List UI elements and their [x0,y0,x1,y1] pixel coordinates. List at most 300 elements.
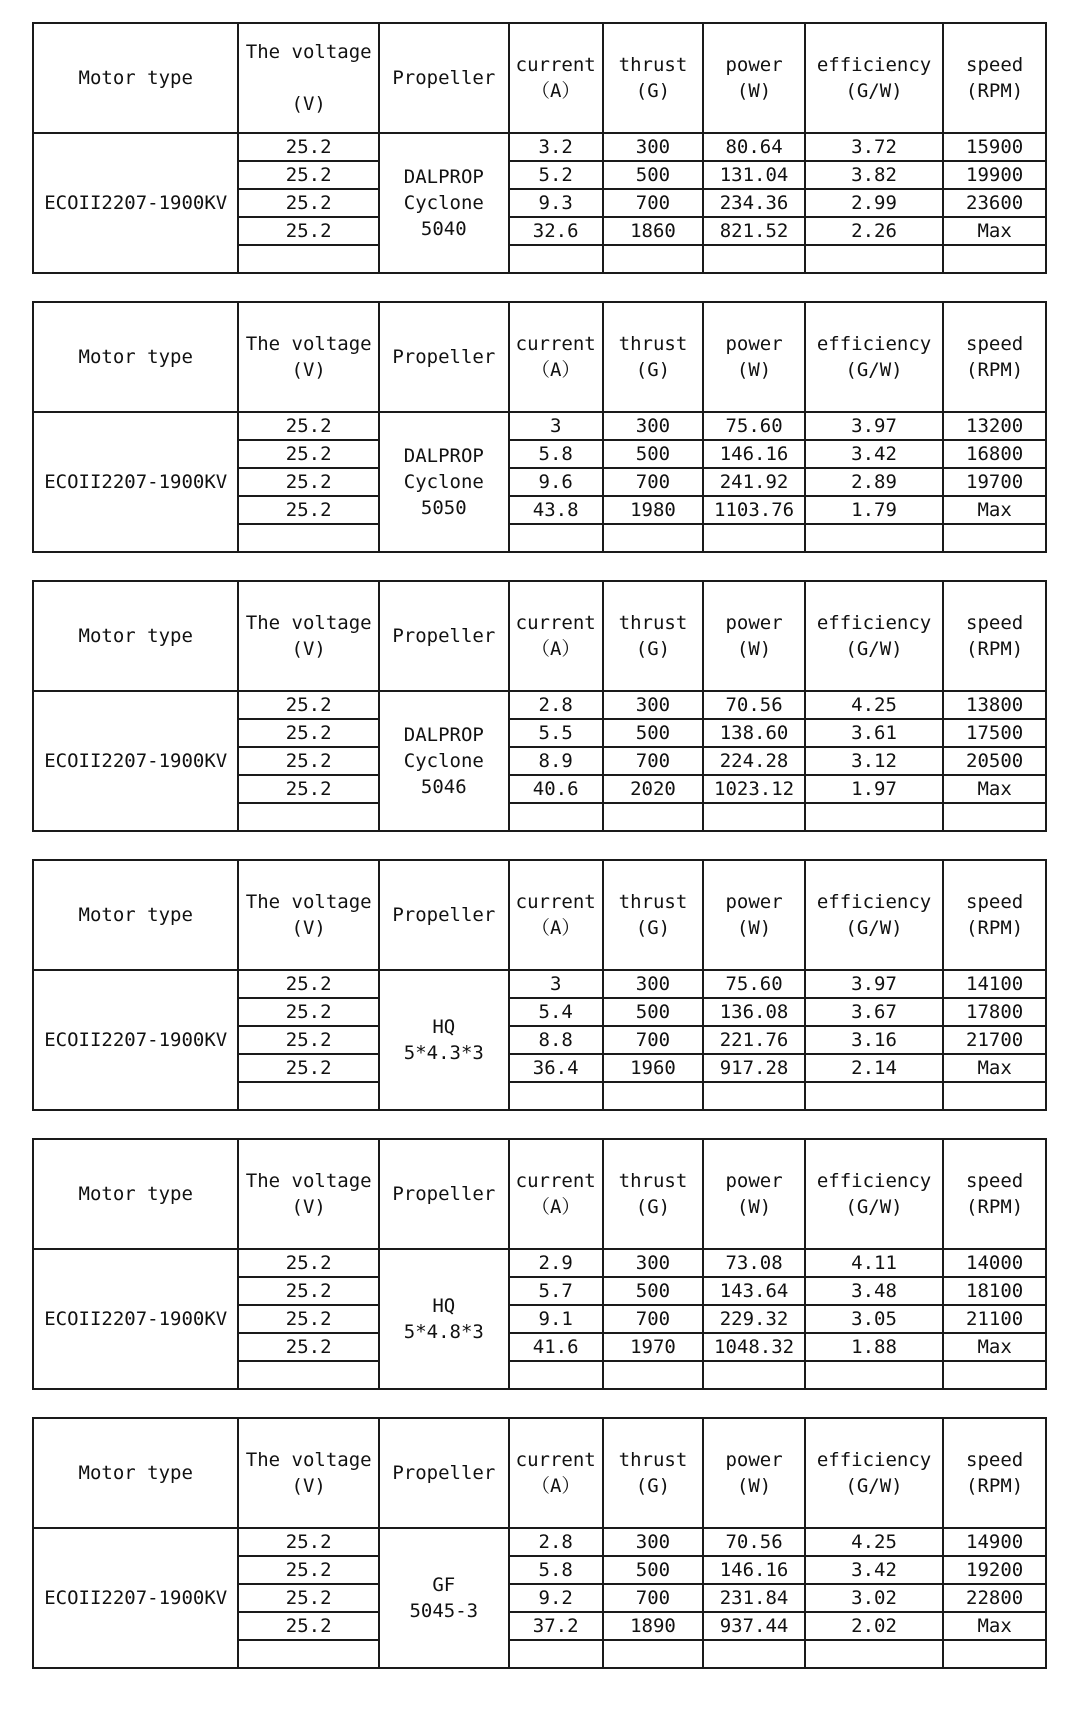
current-cell: 2.9 [509,1249,603,1277]
motor-type-header [33,1139,238,1249]
efficiency-cell [805,1082,943,1110]
speed-cell: 14000 [943,1249,1046,1277]
header-line: Propeller [392,346,496,368]
thrust-cell: 500 [603,998,704,1026]
thrust-cell: 700 [603,1026,704,1054]
header-line: efficiency [816,333,932,355]
thrust-header [603,860,704,970]
table-body [33,970,1046,1110]
current-header [509,581,603,691]
propeller-header [379,302,509,412]
header-line: （A） [530,638,581,660]
current-cell: 5.8 [509,440,603,468]
power-cell: 138.60 [703,719,805,747]
header-line: thrust [618,1449,688,1471]
header-line: (G/W) [845,1475,903,1497]
table-body [33,1528,1046,1668]
propeller-cell [379,1528,509,1668]
current-cell: 40.6 [509,775,603,803]
voltage-cell: 25.2 [238,133,379,161]
header-line: speed [966,612,1024,634]
voltage-cell: 25.2 [238,496,379,524]
voltage-cell: 25.2 [238,1612,379,1640]
spec-table [32,580,1047,832]
header-line: Propeller [392,1462,496,1484]
power-cell: 917.28 [703,1054,805,1082]
table-header [33,302,1046,412]
efficiency-cell: 4.25 [805,1528,943,1556]
current-cell: 5.5 [509,719,603,747]
header-line: speed [966,1449,1024,1471]
speed-header [943,1139,1046,1249]
voltage-cell [238,1640,379,1668]
current-cell: 37.2 [509,1612,603,1640]
header-line: （A） [530,80,581,102]
efficiency-header [805,860,943,970]
power-cell [703,803,805,831]
current-cell: 9.6 [509,468,603,496]
speed-cell: 19700 [943,468,1046,496]
voltage-cell: 25.2 [238,1054,379,1082]
power-cell: 70.56 [703,1528,805,1556]
power-header [703,581,805,691]
voltage-cell: 25.2 [238,775,379,803]
current-cell: 9.3 [509,189,603,217]
power-cell [703,1082,805,1110]
header-line: Motor type [78,1183,193,1205]
header-line: current [515,54,596,76]
power-cell: 229.32 [703,1305,805,1333]
power-cell: 75.60 [703,970,805,998]
thrust-cell [603,1082,704,1110]
current-cell [509,1640,603,1668]
thrust-cell: 700 [603,1584,704,1612]
efficiency-cell: 1.88 [805,1333,943,1361]
thrust-cell: 500 [603,719,704,747]
current-cell: 3 [509,412,603,440]
speed-cell: 21700 [943,1026,1046,1054]
header-line: Motor type [78,625,193,647]
thrust-cell: 300 [603,412,704,440]
voltage-cell: 25.2 [238,1584,379,1612]
propeller-header [379,1418,509,1528]
speed-cell: 13200 [943,412,1046,440]
header-row [33,581,1046,691]
efficiency-cell: 4.11 [805,1249,943,1277]
efficiency-cell: 2.14 [805,1054,943,1082]
header-line: current [515,1449,596,1471]
thrust-cell: 1980 [603,496,704,524]
speed-cell: 15900 [943,133,1046,161]
header-line: power [725,54,783,76]
speed-cell: 17800 [943,998,1046,1026]
thrust-header [603,23,704,133]
thrust-cell: 700 [603,189,704,217]
thrust-cell: 700 [603,1305,704,1333]
current-cell [509,524,603,552]
header-line: (G/W) [845,80,903,102]
thrust-cell: 300 [603,1528,704,1556]
header-line: Motor type [78,1462,193,1484]
voltage-header [238,1418,379,1528]
spec-table [32,301,1047,553]
speed-cell [943,1640,1046,1668]
header-line: (G/W) [845,359,903,381]
speed-cell [943,524,1046,552]
header-line: （A） [530,1475,581,1497]
speed-cell: Max [943,1612,1046,1640]
motor-type-header [33,1418,238,1528]
header-line: thrust [618,891,688,913]
efficiency-cell: 3.82 [805,161,943,189]
header-line: Propeller [392,1183,496,1205]
voltage-cell: 25.2 [238,161,379,189]
header-line: (RPM) [966,917,1024,939]
voltage-header [238,860,379,970]
header-line: thrust [618,612,688,634]
efficiency-header [805,581,943,691]
efficiency-cell [805,524,943,552]
power-cell: 75.60 [703,412,805,440]
efficiency-cell [805,803,943,831]
power-cell: 234.36 [703,189,805,217]
current-cell: 5.8 [509,1556,603,1584]
header-line: (W) [736,80,772,102]
header-row [33,1418,1046,1528]
voltage-cell: 25.2 [238,217,379,245]
power-cell [703,1361,805,1389]
header-line: power [725,891,783,913]
current-cell: 2.8 [509,1528,603,1556]
header-line: speed [966,891,1024,913]
thrust-cell: 500 [603,1277,704,1305]
efficiency-cell [805,1361,943,1389]
header-line: The voltage [245,1449,372,1471]
voltage-header [238,1139,379,1249]
header-line: Motor type [78,904,193,926]
current-cell: 32.6 [509,217,603,245]
header-line: (W) [736,1475,772,1497]
propeller-line: 5040 [420,218,467,240]
efficiency-cell: 3.12 [805,747,943,775]
header-line: Motor type [78,67,193,89]
header-line: speed [966,1170,1024,1192]
motor-type-cell: ECOII2207-1900KV [33,133,238,273]
header-row [33,860,1046,970]
propeller-line: Cyclone [403,750,484,772]
header-line: (V) [291,1196,326,1218]
power-cell: 221.76 [703,1026,805,1054]
thrust-header [603,1418,704,1528]
efficiency-cell: 2.26 [805,217,943,245]
power-header [703,1139,805,1249]
table-header [33,1139,1046,1249]
efficiency-cell: 3.67 [805,998,943,1026]
thrust-cell: 1970 [603,1333,704,1361]
thrust-cell [603,803,704,831]
current-header [509,1418,603,1528]
propeller-header [379,860,509,970]
current-cell: 8.9 [509,747,603,775]
voltage-cell: 25.2 [238,691,379,719]
speed-cell: 22800 [943,1584,1046,1612]
speed-cell: 14100 [943,970,1046,998]
table-header [33,23,1046,133]
voltage-cell: 25.2 [238,998,379,1026]
voltage-cell: 25.2 [238,1528,379,1556]
thrust-cell: 300 [603,133,704,161]
efficiency-header [805,23,943,133]
efficiency-cell [805,245,943,273]
propeller-line: 5*4.8*3 [403,1321,484,1343]
propeller-cell [379,691,509,831]
power-cell: 821.52 [703,217,805,245]
current-header [509,23,603,133]
thrust-cell [603,245,704,273]
motor-type-cell: ECOII2207-1900KV [33,970,238,1110]
header-line: (RPM) [966,80,1024,102]
voltage-header [238,302,379,412]
current-cell: 9.2 [509,1584,603,1612]
header-line: (G/W) [845,1196,903,1218]
efficiency-cell: 3.02 [805,1584,943,1612]
propeller-header [379,1139,509,1249]
speed-header [943,23,1046,133]
propeller-cell [379,133,509,273]
header-line: （A） [530,917,581,939]
power-cell [703,1640,805,1668]
spec-table [32,859,1047,1111]
power-cell: 937.44 [703,1612,805,1640]
efficiency-cell: 3.72 [805,133,943,161]
header-line: (G) [635,1196,671,1218]
header-line: The voltage [245,1170,372,1192]
thrust-cell: 2020 [603,775,704,803]
thrust-header [603,581,704,691]
voltage-cell: 25.2 [238,1277,379,1305]
header-line: efficiency [816,1170,932,1192]
efficiency-cell: 3.16 [805,1026,943,1054]
table-row [33,412,1046,440]
header-line: efficiency [816,891,932,913]
power-cell: 80.64 [703,133,805,161]
header-line: thrust [618,1170,688,1192]
voltage-cell: 25.2 [238,468,379,496]
header-line: thrust [618,54,688,76]
voltage-cell: 25.2 [238,1556,379,1584]
thrust-cell [603,1361,704,1389]
header-row [33,302,1046,412]
header-line: power [725,1449,783,1471]
voltage-header [238,581,379,691]
efficiency-cell: 1.97 [805,775,943,803]
header-line: power [725,1170,783,1192]
speed-cell: 14900 [943,1528,1046,1556]
efficiency-cell: 2.99 [805,189,943,217]
propeller-line: HQ [432,1295,456,1317]
header-line: efficiency [816,54,932,76]
spec-table [32,22,1047,274]
efficiency-cell: 3.97 [805,970,943,998]
header-line: power [725,612,783,634]
header-line: The voltage [245,891,372,913]
header-line: (W) [736,917,772,939]
propeller-line: 5046 [420,776,467,798]
propeller-cell [379,970,509,1110]
speed-cell: 20500 [943,747,1046,775]
efficiency-cell: 3.48 [805,1277,943,1305]
speed-cell [943,1361,1046,1389]
header-line: (V) [291,359,326,381]
header-line: （A） [530,359,581,381]
header-line: efficiency [816,612,932,634]
header-line: current [515,333,596,355]
spec-table [32,1138,1047,1390]
motor-type-header [33,302,238,412]
speed-cell: 19200 [943,1556,1046,1584]
table-body [33,691,1046,831]
speed-cell: 19900 [943,161,1046,189]
header-row [33,23,1046,133]
power-cell: 1048.32 [703,1333,805,1361]
efficiency-header [805,302,943,412]
propeller-cell [379,412,509,552]
header-line: (W) [736,1196,772,1218]
header-line: Propeller [392,67,496,89]
current-cell: 3.2 [509,133,603,161]
propeller-header [379,23,509,133]
table-row [33,1249,1046,1277]
thrust-cell: 300 [603,970,704,998]
efficiency-cell: 3.42 [805,440,943,468]
header-row [33,1139,1046,1249]
propeller-line: 5*4.3*3 [403,1042,484,1064]
speed-cell: Max [943,775,1046,803]
thrust-cell: 500 [603,161,704,189]
voltage-cell [238,803,379,831]
thrust-cell: 700 [603,747,704,775]
power-cell: 143.64 [703,1277,805,1305]
propeller-line: HQ [432,1016,456,1038]
power-cell: 231.84 [703,1584,805,1612]
voltage-cell [238,1082,379,1110]
efficiency-cell: 2.02 [805,1612,943,1640]
speed-header [943,1418,1046,1528]
header-line: current [515,612,596,634]
header-line: (G/W) [845,917,903,939]
current-cell: 5.2 [509,161,603,189]
voltage-cell: 25.2 [238,1333,379,1361]
header-line: Propeller [392,904,496,926]
propeller-line: DALPROP [403,724,484,746]
header-line: (G/W) [845,638,903,660]
voltage-cell: 25.2 [238,189,379,217]
speed-cell: 21100 [943,1305,1046,1333]
efficiency-cell [805,1640,943,1668]
header-line: efficiency [816,1449,932,1471]
voltage-cell: 25.2 [238,719,379,747]
power-cell: 131.04 [703,161,805,189]
propeller-cell [379,1249,509,1389]
thrust-cell: 500 [603,440,704,468]
efficiency-cell: 3.97 [805,412,943,440]
current-header [509,302,603,412]
motor-type-cell: ECOII2207-1900KV [33,1528,238,1668]
header-line: power [725,333,783,355]
power-cell: 73.08 [703,1249,805,1277]
voltage-cell: 25.2 [238,412,379,440]
propeller-line: Cyclone [403,471,484,493]
propeller-line: Cyclone [403,192,484,214]
header-line: (RPM) [966,359,1024,381]
speed-cell: Max [943,496,1046,524]
header-line: (V) [291,1475,326,1497]
header-line: (G) [635,80,671,102]
voltage-cell: 25.2 [238,1026,379,1054]
current-cell: 5.4 [509,998,603,1026]
header-line: (RPM) [966,1196,1024,1218]
voltage-cell: 25.2 [238,440,379,468]
motor-type-cell: ECOII2207-1900KV [33,412,238,552]
current-header [509,1139,603,1249]
power-cell [703,245,805,273]
speed-header [943,860,1046,970]
header-line: (V) [291,917,326,939]
header-line: (G) [635,638,671,660]
speed-header [943,581,1046,691]
efficiency-cell: 3.05 [805,1305,943,1333]
voltage-cell [238,524,379,552]
header-line: (W) [736,359,772,381]
voltage-header [238,23,379,133]
header-line: thrust [618,333,688,355]
efficiency-cell: 3.42 [805,1556,943,1584]
power-cell: 136.08 [703,998,805,1026]
thrust-header [603,302,704,412]
power-header [703,302,805,412]
power-cell: 146.16 [703,440,805,468]
efficiency-cell: 2.89 [805,468,943,496]
header-line [239,65,378,91]
header-line: (G) [635,917,671,939]
thrust-cell: 700 [603,468,704,496]
header-line: The voltage [245,612,372,634]
current-header [509,860,603,970]
header-line: (RPM) [966,638,1024,660]
header-line: speed [966,54,1024,76]
header-line: (W) [736,638,772,660]
table-body [33,133,1046,273]
speed-cell: 13800 [943,691,1046,719]
voltage-cell: 25.2 [238,747,379,775]
efficiency-cell: 4.25 [805,691,943,719]
current-cell: 8.8 [509,1026,603,1054]
current-cell [509,1361,603,1389]
power-cell: 224.28 [703,747,805,775]
voltage-cell: 25.2 [238,1249,379,1277]
header-line: (V) [291,93,326,115]
power-cell: 146.16 [703,1556,805,1584]
current-cell: 5.7 [509,1277,603,1305]
header-line: (RPM) [966,1475,1024,1497]
thrust-cell: 1860 [603,217,704,245]
motor-type-header [33,581,238,691]
speed-cell: 23600 [943,189,1046,217]
current-cell: 2.8 [509,691,603,719]
table-row [33,691,1046,719]
table-header [33,1418,1046,1528]
voltage-cell [238,1361,379,1389]
